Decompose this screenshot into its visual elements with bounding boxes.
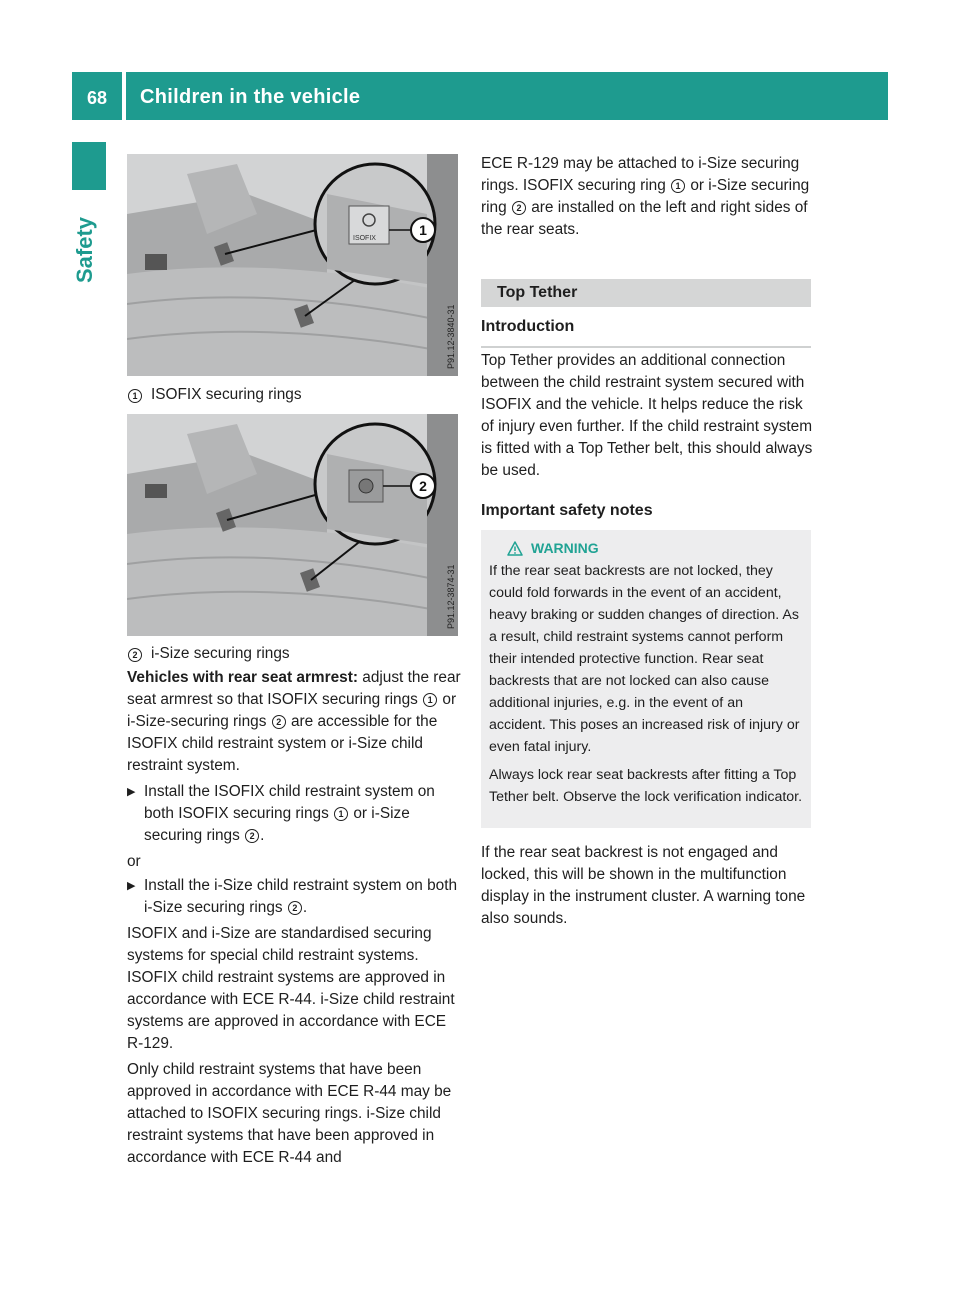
callout-2-icon: 2 bbox=[128, 648, 142, 662]
right-intro bbox=[481, 153, 813, 241]
warning-header bbox=[507, 538, 803, 558]
side-tab-marker bbox=[72, 142, 106, 190]
caption-text: i-Size securing rings bbox=[151, 645, 290, 662]
isofix-photo bbox=[127, 154, 458, 376]
standards-paragraph: ISOFIX and i-Size are standardised securing systems for special child restraint systems. ISOFIX child restraint systems are approved in accordance with ECE R-44. i-Size child restraint systems are approved in accordance with ECE R-129. bbox=[127, 925, 455, 1052]
introduction-heading: Introduction bbox=[481, 316, 811, 348]
final-paragraph: If the rear seat backrest is not engaged and locked, this will be shown in the multifunction display in the instrument cluster. A warning tone also sounds. bbox=[481, 844, 806, 927]
continuation-paragraph: ECE R-129 may be attached to i-Size securing rings. ISOFIX securing ring 1 or i-Size securing ring 2 are installed on the left and right sides of the rear seats. bbox=[481, 155, 810, 238]
warning-instruction: Always lock rear seat backrests after fitting a Top Tether belt. Observe the lock verification indicator. bbox=[489, 767, 803, 805]
callout-1-icon: 1 bbox=[671, 179, 685, 193]
callout-2-icon: 2 bbox=[245, 829, 259, 843]
callout-2-icon: 2 bbox=[272, 715, 286, 729]
figure-callout: 1 bbox=[419, 222, 427, 238]
section-heading: Top Tether bbox=[481, 279, 811, 307]
approval-paragraph: Only child restraint systems that have been approved in accordance with ECE R-44 may be attached to ISOFIX securing rings. i-Size child restraint systems that have been approved in accordance with ECE R-44 and bbox=[127, 1061, 452, 1166]
figure-code: P91.12-3874-31 bbox=[446, 564, 456, 629]
callout-2-icon: 2 bbox=[512, 201, 526, 215]
introduction-text: Top Tether provides an additional connection between the child restraint system secured with ISOFIX and the vehicle. It helps reduce the risk of injury even further. If the child restraint system is fitted with a Top Tether belt, this should always be used. bbox=[481, 352, 813, 479]
isize-photo bbox=[127, 414, 458, 636]
isofix-tag: ISOFIX bbox=[353, 235, 376, 242]
or-text: or bbox=[127, 853, 141, 870]
callout-1-icon: 1 bbox=[128, 389, 142, 403]
chapter-title: Children in the vehicle bbox=[140, 86, 361, 108]
arrow-bullet-icon: ▶ bbox=[127, 786, 136, 798]
left-column-text bbox=[127, 643, 461, 1169]
warning-box bbox=[481, 530, 811, 828]
caption-text: ISOFIX securing rings bbox=[151, 386, 302, 403]
warning-text: If the rear seat backrests are not locked, they could fold forwards in the event of an accident, heavy braking or sudden changes of direction. As a result, child restraint systems cannot perform their intended protective function. Rear seat backrests that are not locked can also cause additional injuries, e.g. in the event of an accident. This poses an increased risk of injury or even fatal injury. bbox=[489, 563, 800, 755]
callout-1-icon: 1 bbox=[334, 807, 348, 821]
callout-2-icon: 2 bbox=[288, 901, 302, 915]
side-tab-label: Safety bbox=[72, 216, 97, 284]
warning-triangle-icon bbox=[507, 541, 523, 556]
warning-title: WARNING bbox=[531, 540, 599, 556]
figure-code: P91.12-3840-31 bbox=[446, 304, 456, 369]
step-item: ▶ Install the ISOFIX child restraint system on both ISOFIX securing rings 1 or i-Size securing rings 2 . bbox=[127, 781, 461, 847]
figure1-caption bbox=[127, 384, 461, 406]
arrow-bullet-icon: ▶ bbox=[127, 880, 136, 892]
page-number: 68 bbox=[86, 88, 108, 108]
armrest-paragraph: Vehicles with rear seat armrest: adjust the rear seat armrest so that ISOFIX securing rings 1 or i-Size-securing rings 2 are accessible for the ISOFIX child restraint system or i-Size child restraint system. bbox=[127, 669, 461, 774]
header-divider bbox=[122, 72, 126, 120]
step-item: ▶ Install the i-Size child restraint system on both i-Size securing rings 2 . bbox=[127, 875, 461, 919]
figure-callout: 2 bbox=[419, 478, 427, 494]
callout-1-icon: 1 bbox=[423, 693, 437, 707]
safety-notes-heading: Important safety notes bbox=[481, 500, 811, 532]
